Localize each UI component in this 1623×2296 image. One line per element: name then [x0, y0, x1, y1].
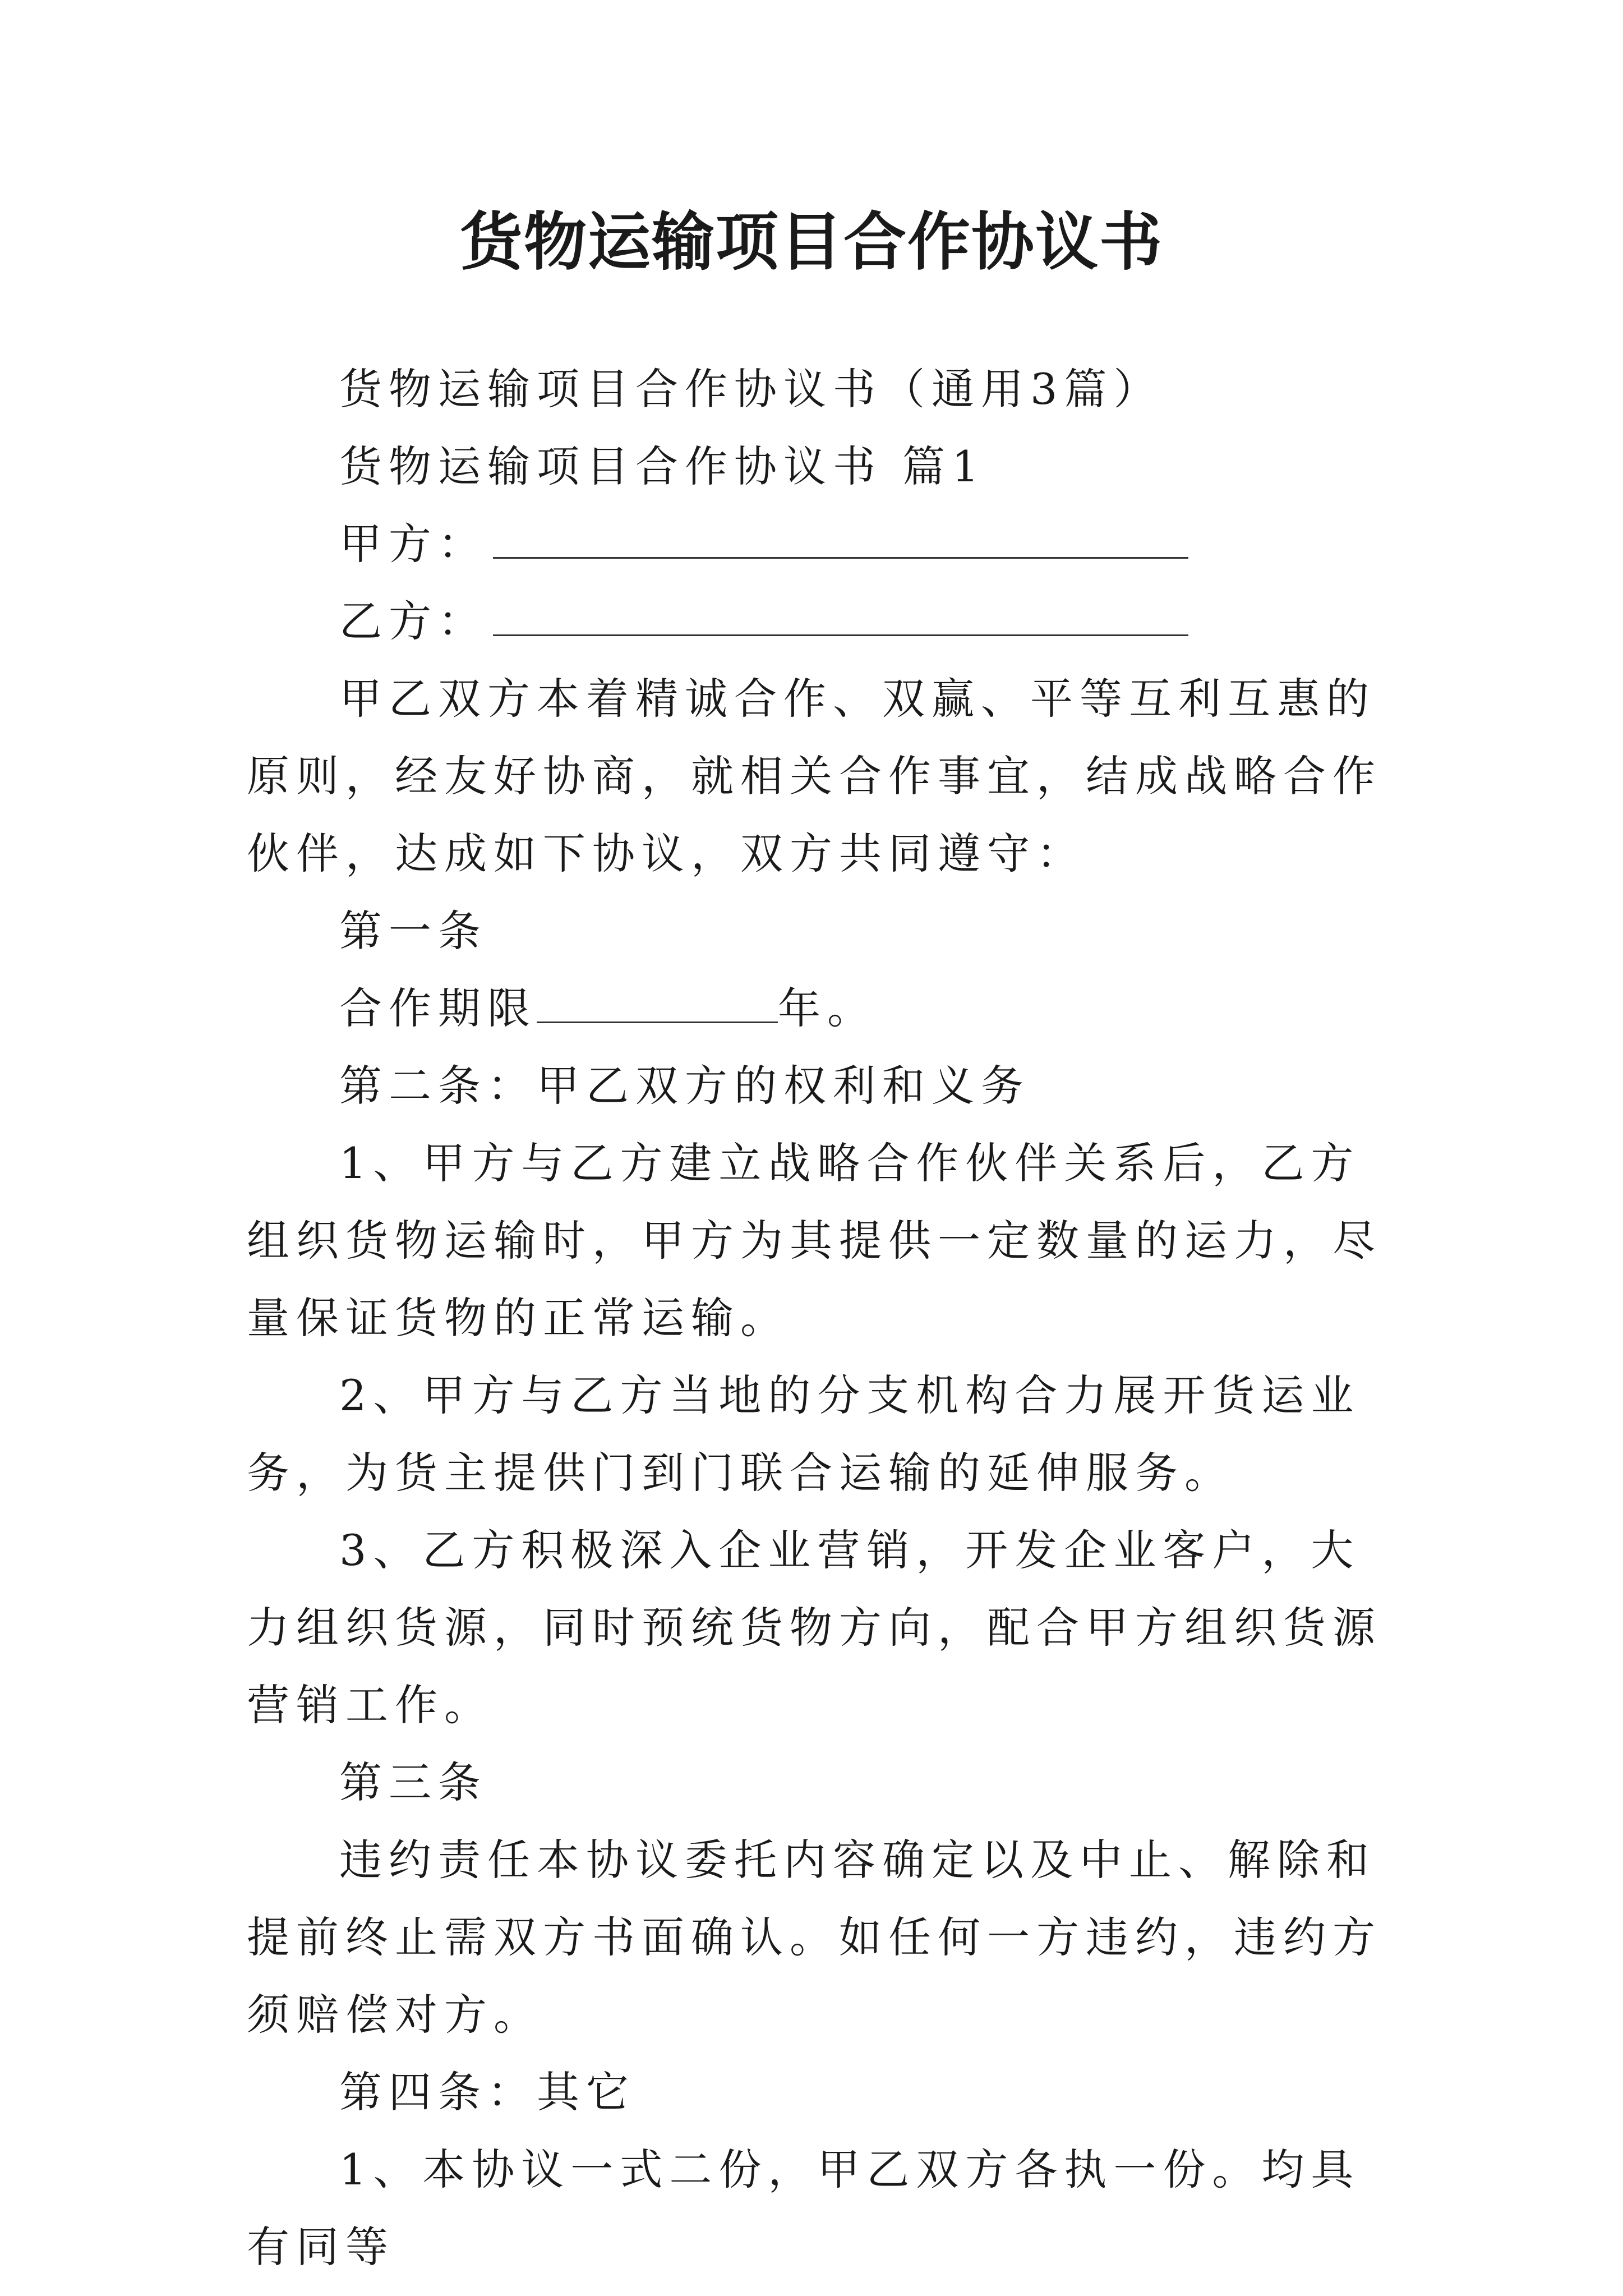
- document-subtitle: 货物运输项目合作协议书（通用3篇）: [339, 364, 1163, 414]
- article-3-heading: 第三条: [339, 1757, 487, 1807]
- party-a-blank: [493, 523, 1188, 559]
- term-prefix: 合作期限: [339, 983, 537, 1033]
- article-4-item-1: 1、本协议一式二份，甲乙双方各执一份。均具有同等: [247, 2145, 1361, 2272]
- party-a-line: [247, 505, 1391, 583]
- document-body: [247, 351, 1391, 2286]
- term-blank: [537, 988, 778, 1023]
- intro-paragraph: 甲乙双方本着精诚合作、双赢、平等互利互惠的原则，经友好协商，就相关合作事宜，结成战略合作伙伴，达成如下协议，双方共同遵守：: [247, 674, 1382, 878]
- article-2-item-1: 1、甲方与乙方建立战略合作伙伴关系后，乙方组织货物运输时，甲方为其提供一定数量的运力，尽量保证货物的正常运输。: [247, 1138, 1382, 1343]
- document-title: 货物运输项目合作协议书: [460, 205, 1163, 279]
- section-heading: 货物运输项目合作协议书 篇1: [339, 441, 986, 491]
- party-b-label: 乙方：: [339, 596, 487, 646]
- article-3-paragraph: 违约责任本协议委托内容确定以及中止、解除和提前终止需双方书面确认。如任何一方违约，违约方须赔偿对方。: [247, 1835, 1382, 2040]
- article-1-heading: 第一条: [339, 906, 487, 956]
- article-2-heading: 第二条：甲乙双方的权利和义务: [339, 1061, 1030, 1111]
- article-4-heading: 第四条：其它: [339, 2067, 635, 2117]
- party-a-label: 甲方：: [339, 519, 487, 569]
- party-b-line: [247, 583, 1391, 660]
- article-2-item-2: 2、甲方与乙方当地的分支机构合力展开货运业务，为货主提供门到门联合运输的延伸服务。: [247, 1370, 1361, 1498]
- term-suffix: 年。: [778, 983, 877, 1033]
- article-2-item-3: 3、乙方积极深入企业营销，开发企业客户，大力组织货源，同时预统货物方向，配合甲方组织货源营销工作。: [247, 1525, 1382, 1730]
- term-line: [247, 970, 1391, 1047]
- party-b-blank: [493, 601, 1188, 636]
